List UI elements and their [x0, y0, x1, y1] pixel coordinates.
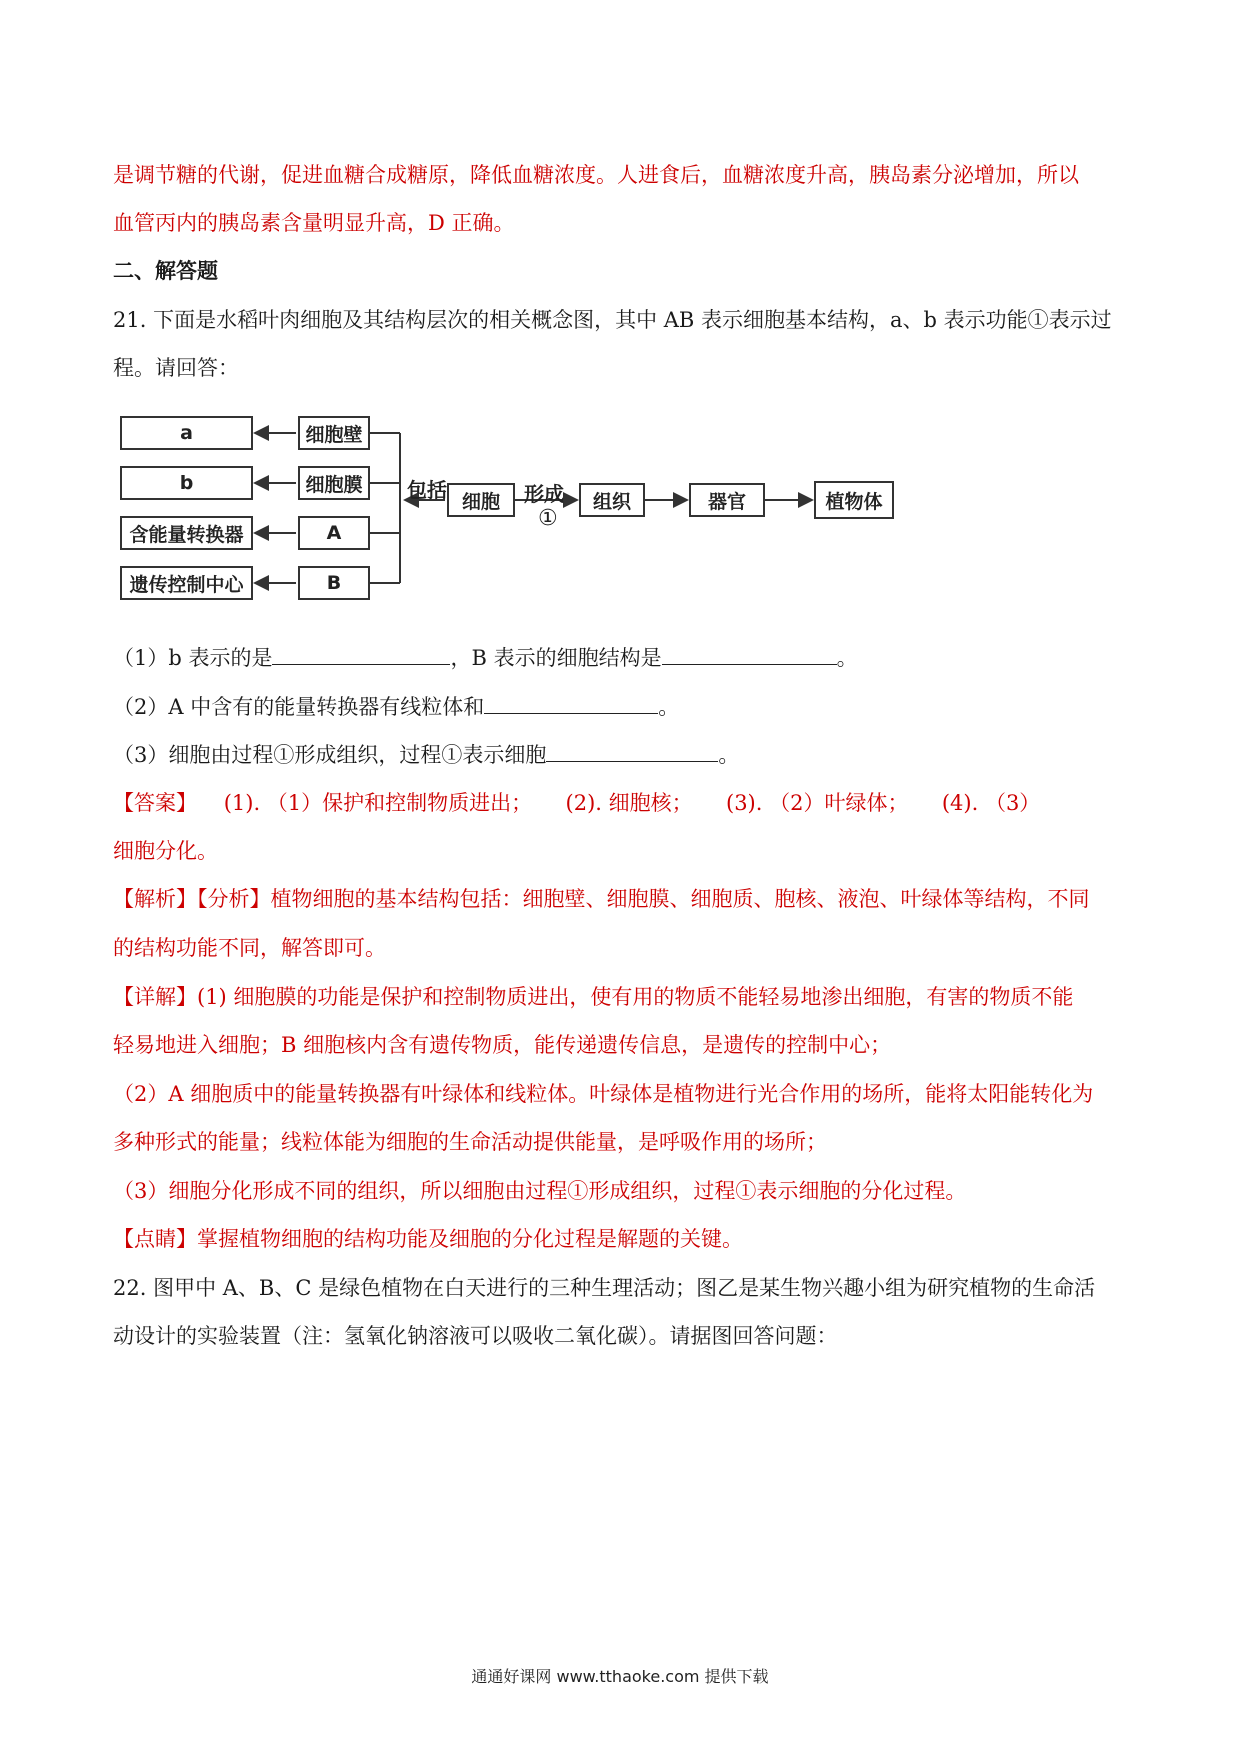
answer-blank [272, 642, 450, 665]
box-energy-converter: 含能量转换器 [120, 516, 253, 550]
answer-line: 【答案】 (1). （1）保护和控制物质进出； (2). 细胞核； (3). （2）叶绿体； (4). （3） [113, 791, 1041, 815]
box-cell-wall: 细胞壁 [298, 416, 370, 450]
sub-question-text: 。 [718, 743, 740, 767]
answer-blank [662, 642, 837, 665]
label-process-1: ① [538, 506, 558, 531]
analysis-line: 【解析】【分析】植物细胞的基本结构包括：细胞壁、细胞膜、细胞质、胞核、液泡、叶绿体等结构，不同 [113, 887, 1090, 911]
sub-question-text: （1）b 表示的是 [113, 646, 273, 670]
answer-blank [546, 739, 718, 762]
box-a: a [120, 416, 253, 450]
detail-line: 轻易地进入细胞；B 细胞核内含有遗传物质，能传递遗传信息，是遗传的控制中心； [113, 1033, 892, 1057]
sub-question-text: 。 [836, 646, 858, 670]
box-b: b [120, 466, 253, 500]
box-tissue: 组织 [579, 483, 645, 517]
answer-blank [484, 691, 658, 714]
answer-line: 细胞分化。 [113, 839, 218, 863]
sub-question-2 [113, 691, 679, 722]
key-point-line: 【点睛】掌握植物细胞的结构功能及细胞的分化过程是解题的关键。 [113, 1227, 743, 1251]
box-plant-body: 植物体 [814, 481, 894, 519]
label-include: 包括 [407, 478, 447, 502]
box-genetic-control-center: 遗传控制中心 [120, 566, 253, 600]
box-A: A [298, 516, 370, 550]
box-B: B [298, 566, 370, 600]
detail-line: 【详解】(1) 细胞膜的功能是保护和控制物质进出，使有用的物质不能轻易地渗出细胞，有害的物质不能 [113, 985, 1074, 1009]
section-heading: 二、解答题 [113, 258, 218, 283]
text-line: 是调节糖的代谢，促进血糖合成糖原，降低血糖浓度。人进食后，血糖浓度升高，胰岛素分泌增加，所以 [113, 163, 1079, 187]
box-cell-membrane: 细胞膜 [298, 466, 370, 500]
question-22-stem: 22. 图甲中 A、B、C 是绿色植物在白天进行的三种生理活动；图乙是某生物兴趣小组为研究植物的生命活 [113, 1276, 1096, 1300]
text-line: 血管丙内的胰岛素含量明显升高，D 正确。 [113, 211, 515, 235]
box-organ: 器官 [689, 483, 765, 517]
detail-line: 多种形式的能量；线粒体能为细胞的生命活动提供能量，是呼吸作用的场所； [113, 1130, 827, 1154]
question-21-stem: 程。请回答： [113, 356, 239, 380]
sub-question-text: ，B 表示的细胞结构是 [450, 646, 662, 670]
question-21-stem: 21. 下面是水稻叶肉细胞及其结构层次的相关概念图，其中 AB 表示细胞基本结构，a、b 表示功能①表示过 [113, 308, 1112, 332]
sub-question-text: （2）A 中含有的能量转换器有线粒体和 [113, 695, 485, 719]
detail-line: （3）细胞分化形成不同的组织，所以细胞由过程①形成组织，过程①表示细胞的分化过程。 [113, 1179, 967, 1203]
page-footer: 通通好课网 www.tthaoke.com 提供下载 [471, 1667, 769, 1686]
box-cell: 细胞 [447, 483, 515, 517]
sub-question-3 [113, 739, 739, 770]
sub-question-text: 。 [658, 695, 680, 719]
question-22-stem: 动设计的实验装置（注：氢氧化钠溶液可以吸收二氧化碳）。请据图回答问题： [113, 1324, 838, 1348]
sub-question-1 [113, 642, 858, 673]
concept-diagram [118, 410, 908, 615]
label-form: 形成 [524, 482, 564, 506]
sub-question-text: （3）细胞由过程①形成组织，过程①表示细胞 [113, 743, 547, 767]
detail-line: （2）A 细胞质中的能量转换器有叶绿体和线粒体。叶绿体是植物进行光合作用的场所，能将太阳能转化为 [113, 1082, 1094, 1106]
analysis-line: 的结构功能不同，解答即可。 [113, 936, 386, 960]
